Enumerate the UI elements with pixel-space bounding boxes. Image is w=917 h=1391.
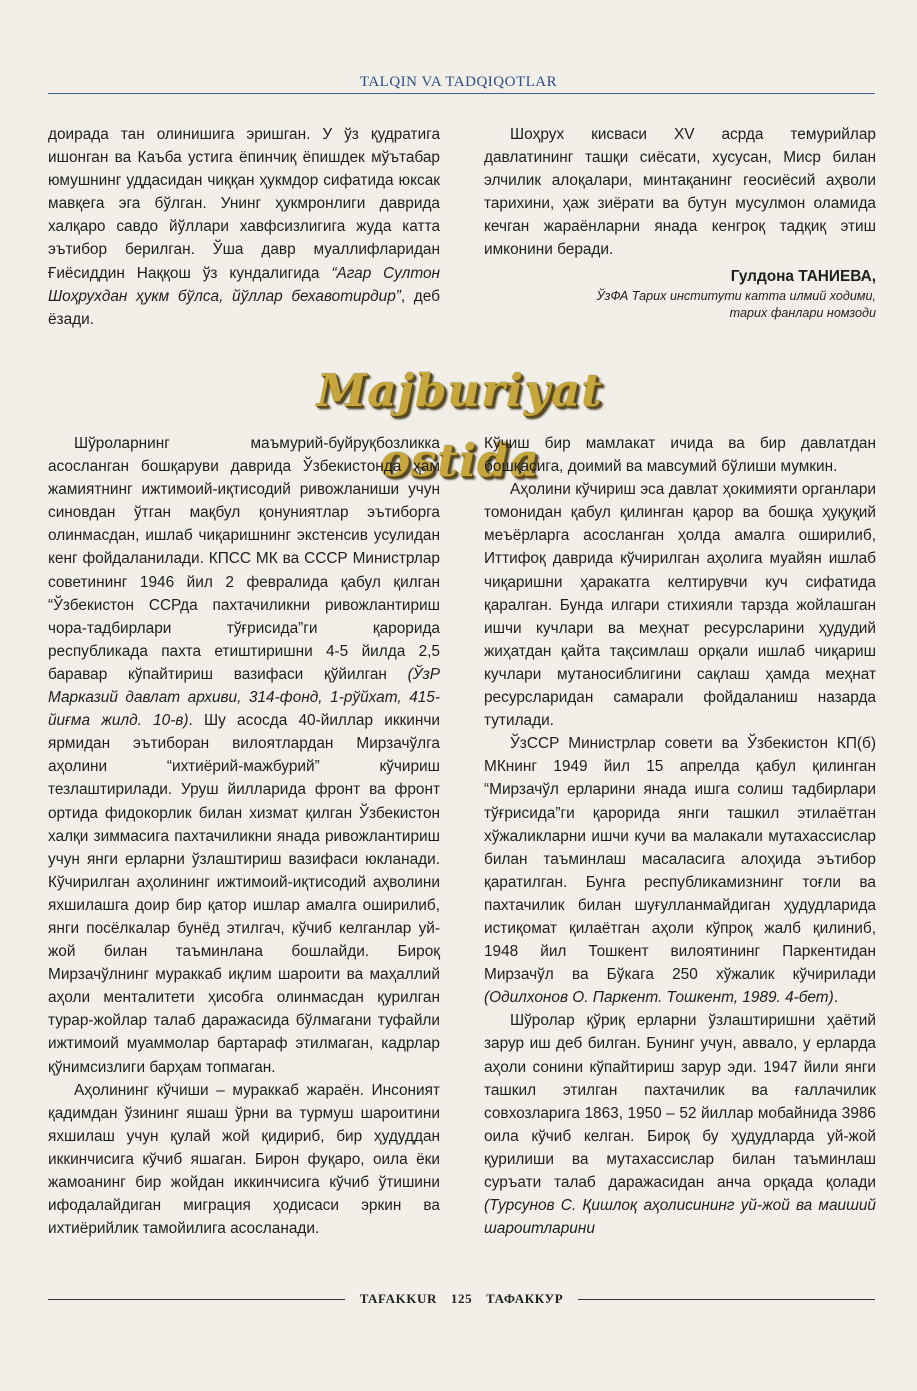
headline-text: Majburiyat ostida [316, 364, 604, 487]
author-position: ЎзФА Тарих институти катта илмий ходими, [596, 288, 876, 303]
paragraph [484, 1009, 876, 1240]
article-left-column [48, 432, 440, 1240]
previous-article-right-column [484, 123, 876, 322]
paragraph-text: ЎзССР Министрлар совети ва Ўзбекистон КП(б) МКнинг 1949 йил 15 апрелда қабул қилинган “Мирзачўл ерларини янада ишга солиш тадбирлари тўғрисида”ги қарорида янги ташкил этилаётган хўжаликларни ишчи кучи ва малакали мутахассислар билан таъминлаш масаласига алоҳида эътибор қаратилган. Бунга республикамизнинг тоғли ва пахтачилик билан шуғулланмайдиган ҳудудларида истиқомат қилаётган аҳоли кўпроқ жалб қилиниб, 1948 йил Тошкент вилоятининг Паркентидан Мирзачўл ва Бўкага 250 хўжалик кўчирилади [484, 735, 876, 984]
quote-text: “Агар Султон Шоҳрухдан ҳукм бўлса, йўллар бехавотирдир” [48, 264, 441, 305]
citation: (ЎзР Марказий давлат архиви, 314-фонд, 1-рўйхат, 415-йиғма жилд. 10-в) [48, 665, 440, 730]
paragraph-text: доирада тан олинишига эришган. У ўз қудратига ишонган ва Каъба устига ёпинчиқ ёпишдек мўътабар юмушнинг уддасидан чиққан ҳукмдор сифатида юксак мавқега эга бўлган. Унинг ҳукмронлиги даврида халқаро савдо йўллари хавфсизлигига жуда катта эътибор берилган. Ўша давр муаллифларидан Ғиёсиддин Наққош ўз кундалигида [48, 126, 440, 282]
header-divider [48, 93, 875, 94]
paragraph-text: Шўролар қўриқ ерларни ўзлаштиришни ҳаётий зарур иш деб билган. Бунинг учун, аввало, у ерларда аҳоли сонини кўпайтириш зарур эди. 1947 йили янги ташкил этилган пахтачилик ва ғаллачилик совхозларига 1863, 1950 – 52 йиллар мобайнида 3986 оила кўчиб келган. Бироқ бу ҳудудларда уй-жой қурилиши ва мутахассислар билан таъминлаш суръати талаб даражасидан анча орқада қолади [484, 1012, 876, 1191]
page-footer [48, 1289, 875, 1309]
paragraph [48, 432, 440, 1079]
magazine-name-cyrillic: ТАФАККУР [486, 1291, 564, 1306]
section-header: TALQIN VA TADQIQOTLAR [359, 74, 558, 90]
footer-label [345, 1291, 579, 1307]
paragraph: Шоҳрух кисваси XV асрда темурийлар давлатининг ташқи сиёсати, хусусан, Миср билан элчилик алоқалари, минтақанинг геосиёсий аҳволи тарихини, ҳаж зиёрати ва бутун мусулмон оламида кечган жараёнларни янада кенгроқ тадқиқ этиш имконини беради. [484, 126, 876, 259]
paragraph: Аҳолининг кўчиши – мураккаб жараён. Инсоният қадимдан ўзининг яшаш ўрни ва турмуш шароитини яхшилаш учун қулай жой қидириб, бир ҳудуддан иккинчисига кўчиб яшаган. Бирон фуқаро, оила ёки жамоанинг бир жойдан иккинчисига кўчиб ўтишини ифодалайдиган миграция ҳодисаси эркин ва ихтиёрийлик тамойилига асосланади. [48, 1081, 440, 1238]
footer-divider-left [48, 1299, 345, 1300]
author-degree: тарих фанлари номзоди [729, 305, 876, 320]
paragraph-text: . Шу асосда 40-йиллар иккинчи ярмидан эътиборан вилоятлардан Мирзачўлга аҳолини “ихтиёрий-мажбурий” кўчириш тезлаштирилади. Уруш йилларида фронт ва фронт ортида фидокорлик билан хизмат қилган Ўзбекистон халқи зиммасига пахтачиликни янада ривожлантириш учун янги ерларни ўзлаштириш вазифаси юкланади. Кўчирилган аҳолининг ижтимоий-иқтисодий аҳволини яхшилашга доир бир қатор ишлар амалга оширилиб, янги посёлкалар бунёд этилгач, кўчиб келганлар уй-жой билан таъминлана бошлайди. Бироқ Мирзачўлнинг мураккаб иқлим шароити ва маҳаллий аҳоли менталитети ҳисобга олинмасдан қурилган турар-жойлар талаб даражасида бўлмагани туфайли ижтимоий муаммолар бартараф этилмаган, кадрлар қўнимсизлиги барҳам топмаган. [48, 712, 440, 1076]
paragraph [484, 732, 876, 1009]
paragraph-text-end: , деб ёзади. [48, 287, 440, 328]
paragraph: Аҳолини кўчириш эса давлат ҳокимияти органлари томонидан қабул қилинган қарор ва бошқа ҳуқуқий меъёрларга асосланган ҳолда амалга оширилиб, Иттифоқ даврида кўчирилган аҳолига муайян ишлаб чиқаришни ҳаракатга келтирувчи куч сифатида қаралган. Бунда илгари стихияли тарзда жойлашган ишчи кучлари ва меҳнат ресурсларини ҳудудий жиҳатдан қайта тақсимлаш орқали ишлаб чиқариш кучлари мутаносиблигини сақлаш ҳамда меҳнат ресурсларидан самарали фойдаланиш назарда тутилади. [484, 481, 876, 730]
author-name: Гулдона ТАНИЕВА, [730, 267, 876, 285]
footer-divider-right [578, 1299, 875, 1300]
paragraph-text: . [833, 989, 839, 1007]
citation: (Турсунов С. Қишлоқ аҳолисининг уй-жой ва маиший шароитларини [484, 1197, 876, 1238]
previous-article-left-column [48, 123, 440, 331]
paragraph [48, 123, 440, 331]
article-right-column [484, 432, 876, 1240]
paragraph-text: Шўроларнинг маъмурий-буйруқбозликка асосланган бошқаруви даврида Ўзбекистонда ҳам жамиятнинг ижтимоий-иқтисодий ривожланиши учун синовдан ўтган мақбул қонуниятлар эътиборга олинмасдан, ишлаб чиқаришнинг экстенсив усулидан кенг фойдаланилади. КПСС МК ва СССР Министрлар советининг 1946 йил 2 февралида қабул қилган “Ўзбекистон ССРда пахтачиликни ривожлантириш чора-тадбирлари тўғрисида”ги қарорида республикада пахта етиштиришни 4-5 йилда 2,5 баравар кўпайтириш вазифаси қўйилган [48, 435, 440, 683]
citation: (Одилхонов О. Паркент. Тошкент, 1989. 4-бет) [484, 989, 834, 1007]
paragraph: Кўчиш бир мамлакат ичида ва бир давлатдан бошқасига, доимий ва мавсумий бўлиши мумкин. [484, 435, 876, 476]
page-number: 125 [450, 1291, 473, 1306]
magazine-name-latin: TAFAKKUR [359, 1291, 438, 1306]
